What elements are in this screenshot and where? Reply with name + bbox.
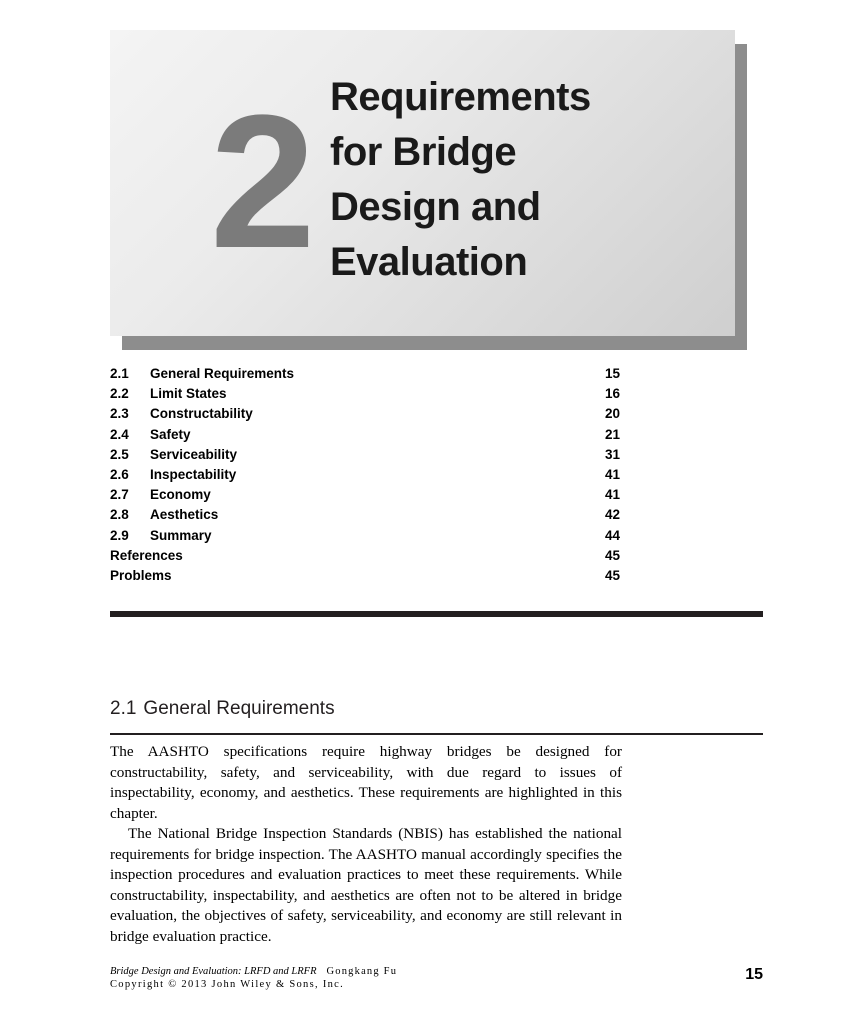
footer-book-title: Bridge Design and Evaluation: LRFD and LRFR: [110, 966, 317, 977]
contents-entry-page: 42: [604, 507, 620, 523]
contents-entry-page: 41: [604, 466, 620, 482]
chapter-number: 2: [210, 76, 310, 288]
contents-entry-page: 20: [604, 406, 620, 422]
contents-entry-label: Summary: [150, 527, 212, 543]
contents-entry-label: Serviceability: [150, 446, 238, 462]
contents-entry-page: 15: [604, 366, 620, 381]
section-heading: [110, 698, 763, 720]
contents-entry-page: 45: [604, 567, 620, 583]
section-title: General Requirements: [143, 698, 335, 719]
section-underline-rule: [110, 733, 763, 735]
contents-entry: [110, 487, 620, 507]
contents-entry: [110, 507, 620, 527]
chapter-banner: [110, 30, 747, 350]
contents-entry: [110, 568, 620, 588]
contents-entry-page: 45: [604, 547, 620, 563]
footer-author: Gongkang Fu: [326, 966, 398, 977]
contents-entry: [110, 528, 620, 548]
banner-panel: [110, 30, 735, 336]
contents-entry: [110, 406, 620, 426]
contents-entry-number: 2.5: [110, 446, 129, 462]
contents-entry-number: 2.6: [110, 466, 129, 482]
contents-entry-number: 2.2: [110, 386, 129, 402]
contents-entry: [110, 548, 620, 568]
contents-entry-page: 21: [604, 426, 620, 442]
contents-entry: [110, 386, 620, 406]
chapter-title-line: for Bridge: [330, 130, 517, 174]
contents-entry-number: 2.9: [110, 527, 129, 543]
contents-entry-number: 2.7: [110, 487, 129, 503]
contents-entry: [110, 427, 620, 447]
contents-entry-label: References: [110, 547, 183, 563]
chapter-title-line: Evaluation: [330, 240, 528, 284]
chapter-contents-list: [110, 366, 620, 588]
contents-entry-label: Limit States: [150, 386, 227, 402]
contents-entry-label: General Requirements: [150, 366, 295, 381]
contents-entry-number: 2.1: [110, 366, 129, 381]
footer-title-line: [110, 966, 763, 977]
contents-entry: [110, 447, 620, 467]
page-footer: [110, 966, 763, 990]
contents-entry: [110, 366, 620, 386]
contents-entry-number: 2.8: [110, 507, 129, 523]
contents-entry-page: 44: [604, 527, 620, 543]
contents-entry-page: 31: [604, 446, 620, 462]
contents-entry: [110, 467, 620, 487]
body-paragraph: The National Bridge Inspection Standards (NBIS) has established the national requirements for bridge inspection. The AASHTO manual accordingly specifies the inspection procedures and evaluation practices to meet these requirements. While constructability, inspectability, and aesthetics are often not to be altered in bridge evaluation, the objectives of safety, serviceability, and economy are still relevant in bridge evaluation practice.: [110, 825, 622, 945]
chapter-title-line: Requirements: [330, 75, 591, 119]
chapter-title-line: Design and: [330, 185, 541, 229]
footer-copyright: Copyright © 2013 John Wiley & Sons, Inc.: [110, 979, 345, 990]
contents-entry-label: Constructability: [150, 406, 253, 422]
contents-entry-number: 2.3: [110, 406, 129, 422]
page-number: 15: [745, 966, 763, 983]
body-paragraph: The AASHTO specifications require highway bridges be designed for constructability, safety, and serviceability, with due regard to issues of inspectability, economy, and aesthetics. These requirements are highlighted in this chapter.: [110, 743, 622, 822]
contents-entry-page: 41: [604, 487, 620, 503]
contents-entry-label: Inspectability: [150, 466, 237, 482]
contents-entry-label: Problems: [110, 567, 172, 583]
contents-entry-label: Aesthetics: [150, 507, 219, 523]
contents-entry-label: Safety: [150, 426, 191, 442]
section-number: 2.1: [110, 698, 137, 719]
contents-entry-label: Economy: [150, 487, 211, 503]
contents-entry-page: 16: [604, 386, 620, 402]
chapter-title: [330, 70, 720, 290]
contents-entry-number: 2.4: [110, 426, 129, 442]
contents-divider-rule: [110, 611, 763, 617]
section-body: [110, 742, 622, 947]
